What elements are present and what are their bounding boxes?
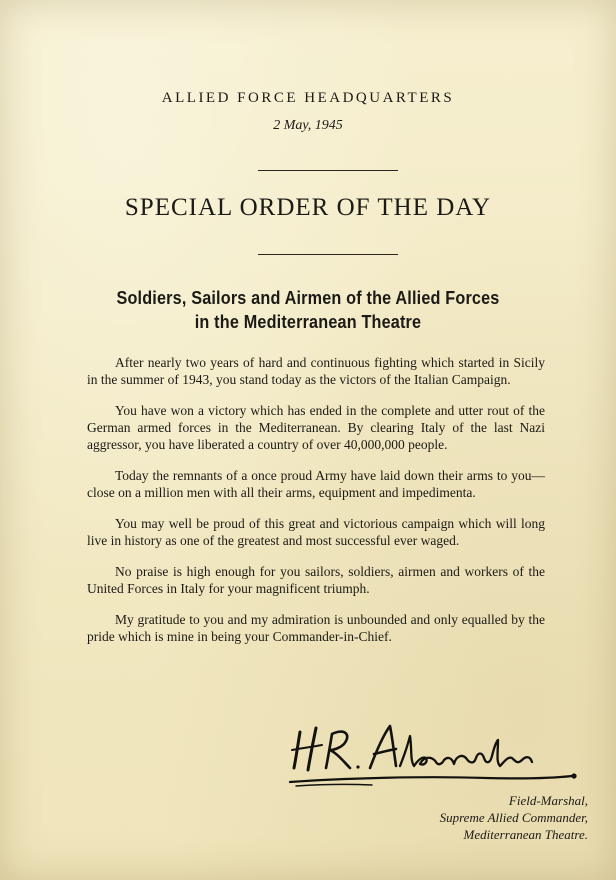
divider-rule-top bbox=[258, 170, 398, 171]
body-paragraph: My gratitude to you and my admiration is unbounded and only equalled by the pride which is mine in being your Commander-in-Chief. bbox=[87, 612, 545, 644]
headquarters-header: ALLIED FORCE HEADQUARTERS bbox=[161, 90, 455, 106]
order-title: SPECIAL ORDER OF THE DAY bbox=[124, 194, 492, 221]
order-body bbox=[87, 354, 545, 659]
signoff-theatre: Mediterranean Theatre. bbox=[463, 827, 588, 842]
body-paragraph: After nearly two years of hard and continuous fighting which started in Sicily in the summer of 1943, you stand today as the victors of the Italian Campaign. bbox=[87, 355, 545, 387]
body-paragraph: Today the remnants of a once proud Army have laid down their arms to you—close on a million men with all their arms, equipment and impedimenta. bbox=[87, 468, 545, 500]
signoff-rank: Field-Marshal, bbox=[508, 793, 588, 808]
document-date: 2 May, 1945 bbox=[273, 118, 343, 133]
body-paragraph: You have won a victory which has ended in the complete and utter rout of the German armed forces in the Mediterranean. By clearing Italy of the last Nazi aggressor, you have liberated a country of over 40,000,000 people. bbox=[87, 403, 545, 452]
address-heading-line-1: Soldiers, Sailors and Airmen of the Allied Forces bbox=[116, 288, 500, 308]
divider-rule-bottom bbox=[258, 254, 398, 255]
address-heading bbox=[31, 286, 585, 334]
body-paragraph: You may well be proud of this great and victorious campaign which will long live in history as one of the greatest and most successful ever waged. bbox=[87, 516, 545, 548]
handwritten-signature bbox=[286, 712, 586, 792]
address-heading-line-2: in the Mediterranean Theatre bbox=[194, 312, 422, 332]
body-paragraph: No praise is high enough for you sailors, soldiers, airmen and workers of the United Forces in Italy for your magnificent triumph. bbox=[87, 564, 545, 596]
signoff-block bbox=[440, 792, 588, 843]
signoff-role: Supreme Allied Commander, bbox=[439, 810, 588, 825]
